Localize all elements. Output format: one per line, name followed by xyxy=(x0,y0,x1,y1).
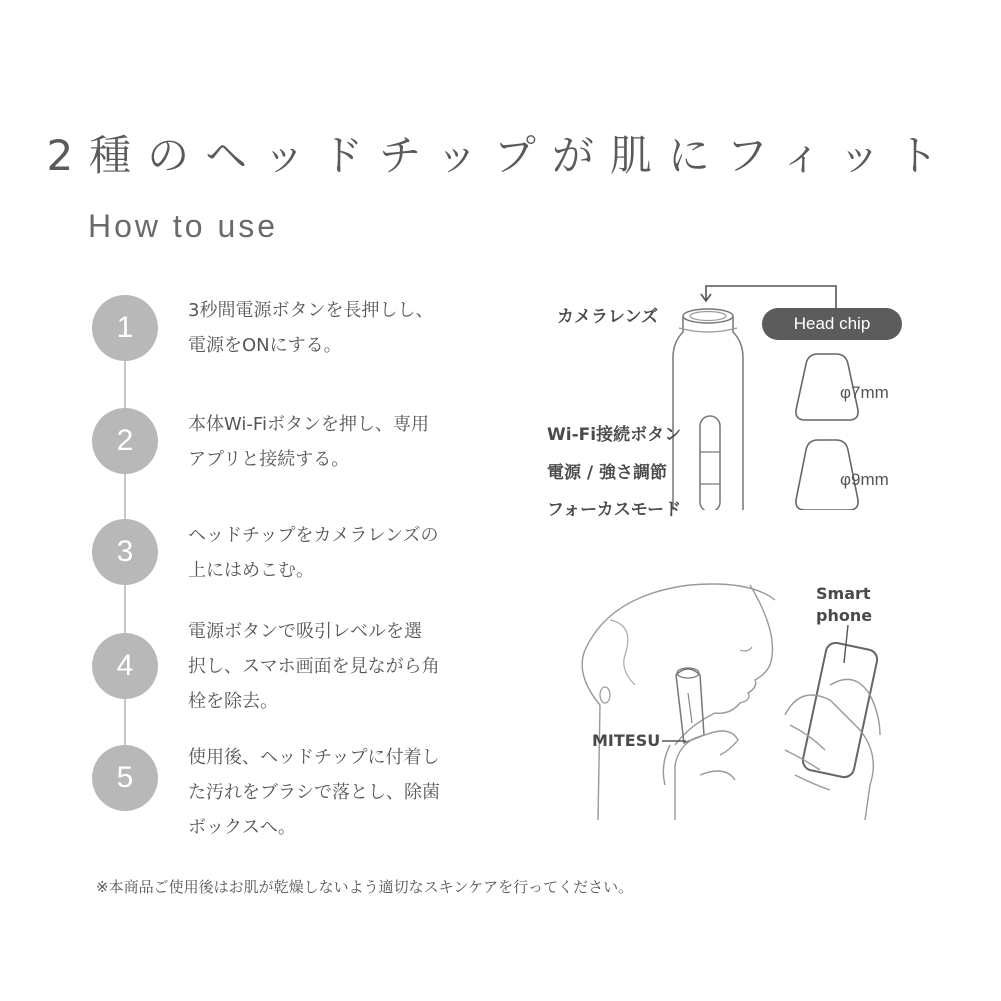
step-number-4: 4 xyxy=(92,633,158,699)
size-large-label: φ9mm xyxy=(840,470,889,489)
step-number-5: 5 xyxy=(92,745,158,811)
page-title: 2種のヘッドチップが肌にフィット xyxy=(46,131,955,181)
smartphone-label-line2: phone xyxy=(816,606,873,625)
power-button-label: 電源 / 強さ調節 xyxy=(547,463,668,483)
focus-mode-label: フォーカスモード xyxy=(547,500,682,520)
step-text-2: 本体Wi-Fiボタンを押し、専用 アプリと接続する。 xyxy=(188,414,429,470)
step-number-1: 1 xyxy=(92,295,158,361)
smartphone-label-line1: Smart xyxy=(816,584,871,603)
step-text-3: ヘッドチップをカメラレンズの 上にはめこむ。 xyxy=(188,525,439,581)
step-number-3: 3 xyxy=(92,519,158,585)
how-to-use-heading: How to use xyxy=(88,208,279,244)
step-text-1: 3秒間電源ボタンを長押しし、 電源をONにする。 xyxy=(188,300,434,356)
size-small-label: φ7mm xyxy=(840,383,889,402)
step-text-5: 使用後、ヘッドチップに付着し た汚れをブラシで落とし、除菌 ボックスへ。 xyxy=(188,747,440,838)
camera-lens-label: カメラレンズ xyxy=(557,307,659,327)
head-chip-badge: Head chip xyxy=(762,308,902,340)
usage-note: ※本商品ご使用後はお肌が乾燥しないよう適切なスキンケアを行ってください。 xyxy=(96,878,634,896)
wifi-button-label: Wi-Fi接続ボタン xyxy=(547,425,682,445)
device-name-label: MITESU xyxy=(592,731,661,750)
step-text-4: 電源ボタンで吸引レベルを選 択し、スマホ画面を見ながら角 栓を除去。 xyxy=(188,621,440,712)
step-number-2: 2 xyxy=(92,408,158,474)
